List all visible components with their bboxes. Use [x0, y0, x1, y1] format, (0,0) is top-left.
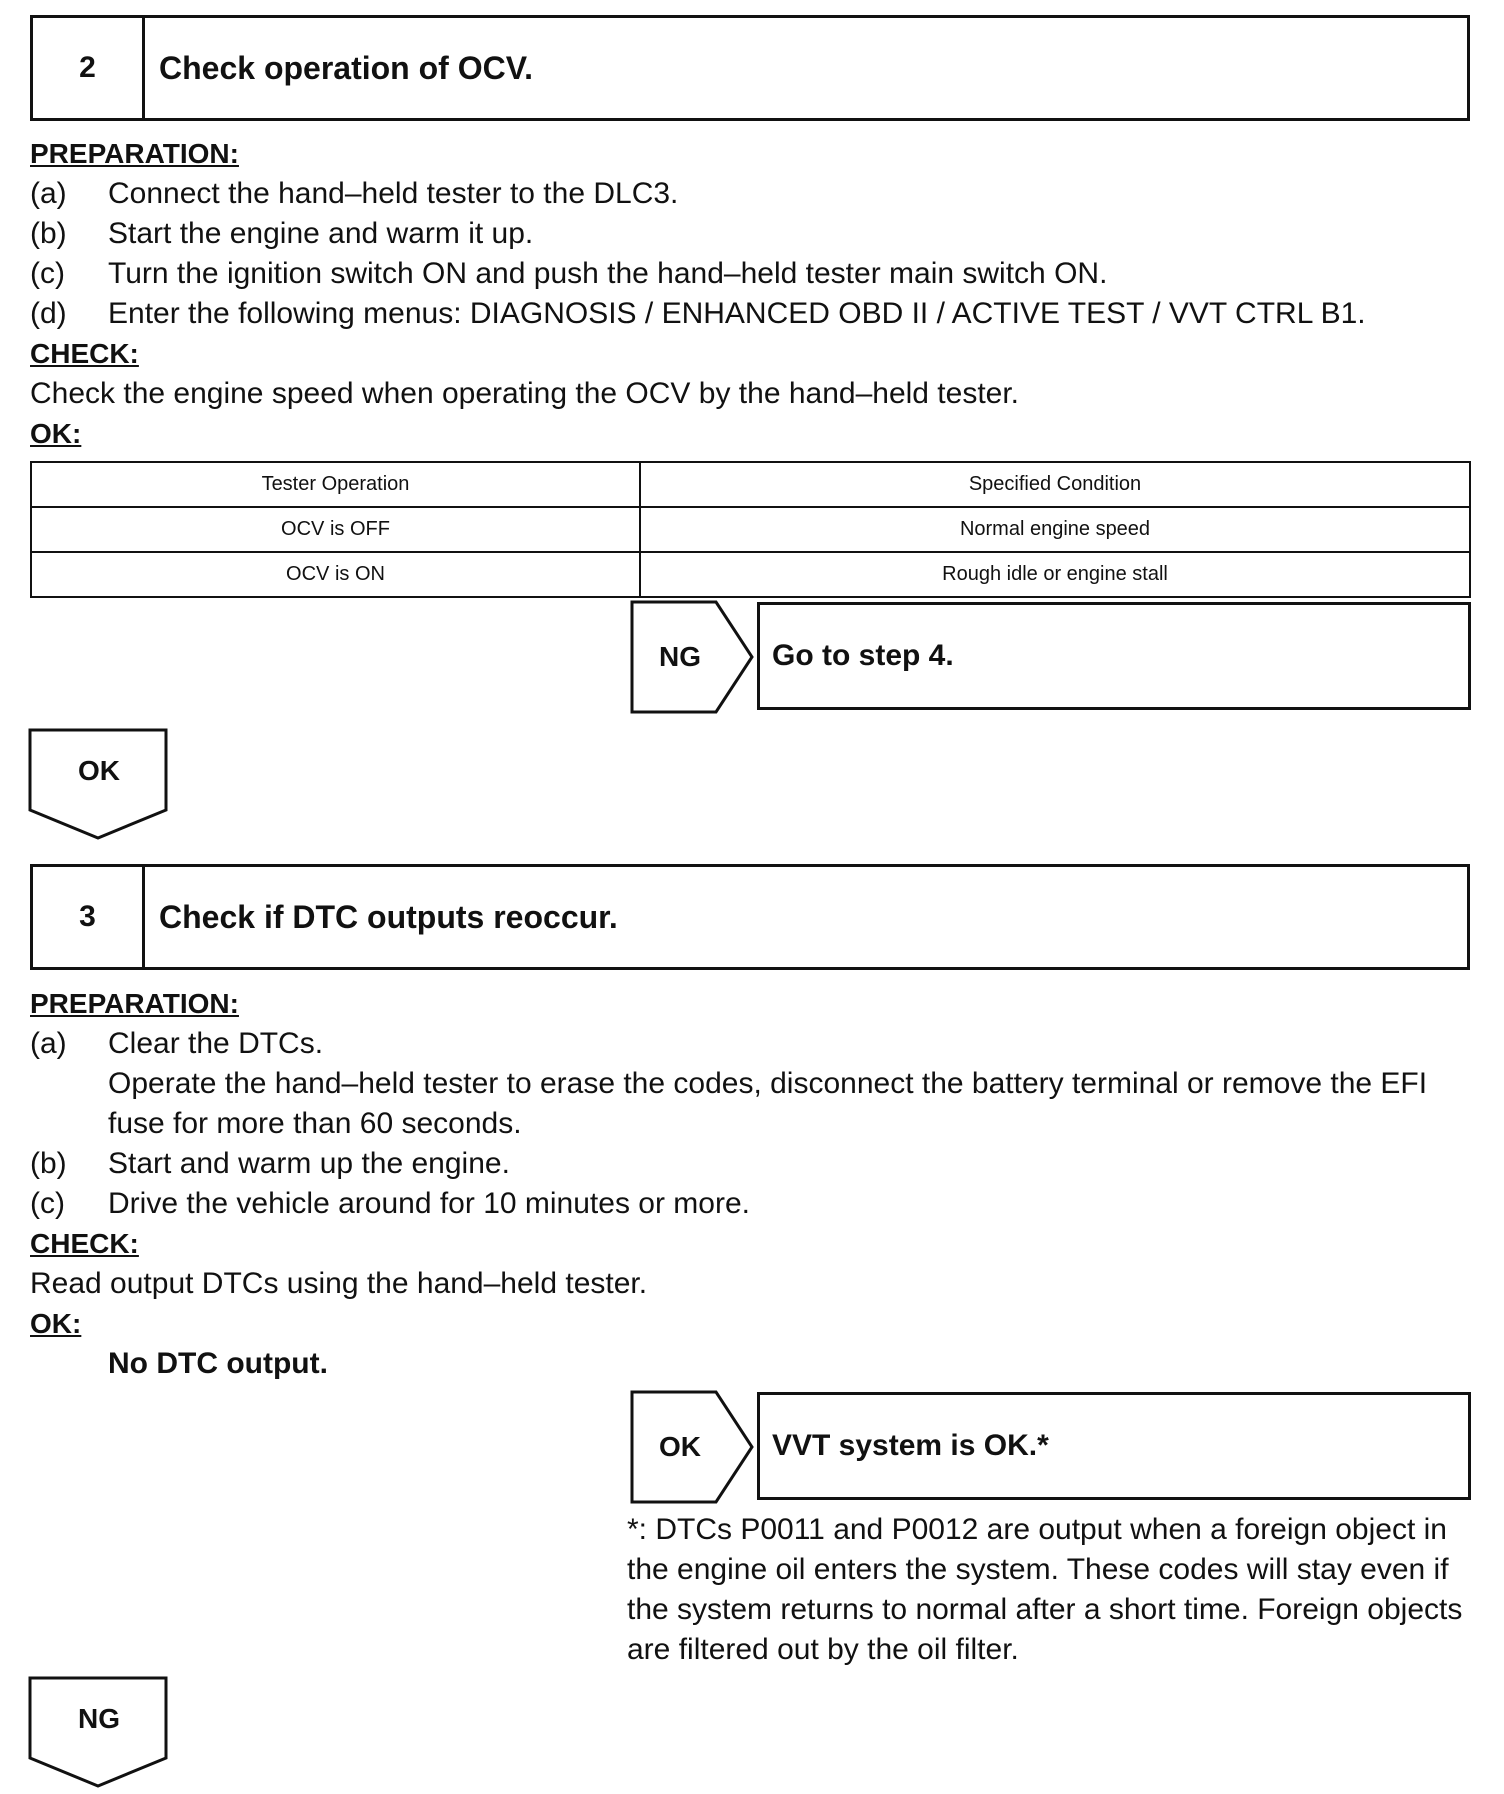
prep-label: (c) — [30, 257, 65, 290]
prep-label: (a) — [30, 1027, 67, 1060]
step-title: Check operation of OCV. — [159, 49, 533, 86]
check-heading: CHECK: — [30, 1228, 139, 1259]
prep-label: (a) — [30, 177, 67, 210]
table-header: Specified Condition — [640, 462, 1470, 507]
ok-result-box: VVT system is OK.* — [757, 1392, 1471, 1500]
step-3-header — [30, 864, 1470, 970]
table-cell: OCV is ON — [31, 552, 640, 597]
footnote: *: DTCs P0011 and P0012 are output when a foreign object in the engine oil enters the system. These codes will stay even if the system returns to normal after a short time. Foreign objects are filtered out by the oil filter. — [627, 1513, 1463, 1666]
prep-item: Drive the vehicle around for 10 minutes or more. — [108, 1187, 750, 1220]
ok-heading: OK: — [30, 1308, 82, 1339]
ok-heading: OK: — [30, 418, 82, 449]
ng-result-box: Go to step 4. — [757, 602, 1471, 710]
prep-label: (b) — [30, 1147, 67, 1180]
step-number: 2 — [33, 18, 145, 118]
prep-label: (d) — [30, 297, 67, 330]
prep-item-detail: Operate the hand–held tester to erase the codes, disconnect the battery terminal or remove the EFI — [108, 1067, 1428, 1100]
prep-label: (b) — [30, 217, 67, 250]
prep-item: Start and warm up the engine. — [108, 1147, 510, 1180]
preparation-heading: PREPARATION: — [30, 988, 239, 1019]
table-header: Tester Operation — [31, 462, 640, 507]
table-cell: OCV is OFF — [31, 507, 640, 552]
check-text: Read output DTCs using the hand–held tester. — [30, 1267, 648, 1300]
check-heading: CHECK: — [30, 338, 139, 369]
table-row — [31, 507, 1470, 552]
ok-branch-label: OK — [659, 1431, 701, 1462]
table-header-row — [31, 462, 1470, 507]
ok-branch-label: OK — [78, 755, 120, 786]
ng-branch-label: NG — [659, 641, 701, 672]
prep-item: Turn the ignition switch ON and push the hand–held tester main switch ON. — [108, 257, 1108, 290]
table-row — [31, 552, 1470, 597]
step-2-header — [30, 15, 1470, 121]
preparation-heading: PREPARATION: — [30, 138, 239, 169]
prep-item-detail: fuse for more than 60 seconds. — [108, 1107, 522, 1140]
ng-branch-label: NG — [78, 1703, 120, 1734]
step-number: 3 — [33, 867, 145, 967]
prep-item: Clear the DTCs. — [108, 1027, 324, 1060]
step-title: Check if DTC outputs reoccur. — [159, 898, 618, 935]
prep-item: Connect the hand–held tester to the DLC3. — [108, 177, 679, 210]
specification-table — [30, 461, 1471, 598]
prep-item: Start the engine and warm it up. — [108, 217, 534, 250]
check-text: Check the engine speed when operating the OCV by the hand–held tester. — [30, 377, 1020, 410]
ok-condition: No DTC output. — [108, 1347, 328, 1380]
table-cell: Rough idle or engine stall — [640, 552, 1470, 597]
table-cell: Normal engine speed — [640, 507, 1470, 552]
prep-item: Enter the following menus: DIAGNOSIS / ENHANCED OBD II / ACTIVE TEST / VVT CTRL B1. — [108, 297, 1366, 330]
prep-label: (c) — [30, 1187, 65, 1220]
